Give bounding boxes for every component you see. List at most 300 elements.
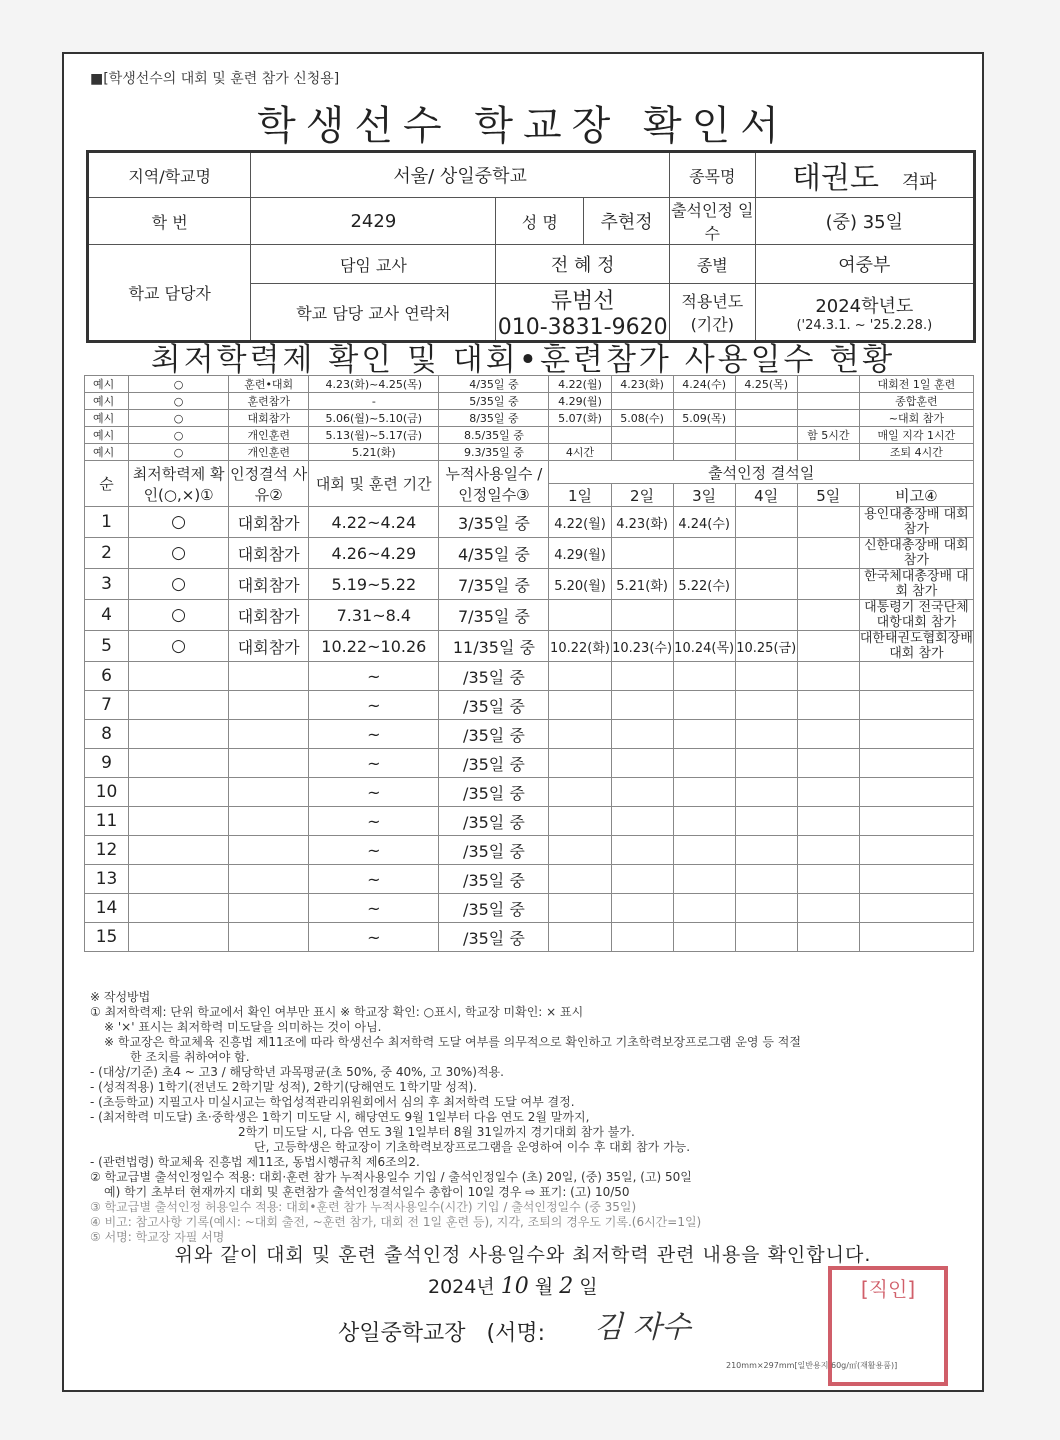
row-d3 [673, 749, 735, 778]
row-period: ~ [309, 720, 439, 749]
row-d4 [735, 894, 797, 923]
header-no: 순 [85, 461, 129, 507]
row-check: ○ [129, 507, 229, 538]
row-note [859, 923, 973, 952]
row-d2: 10.23(수) [611, 631, 673, 662]
page-title: 학생선수 학교장 확인서 [257, 103, 789, 149]
row-reason [229, 807, 309, 836]
row-d3 [673, 894, 735, 923]
instruction-line: - (성적적용) 1학기(전년도 2학기말 성적), 2학기(당해연도 1학기말 성적). [90, 1080, 478, 1094]
row-d2 [611, 720, 673, 749]
instruction-line: - (관련법령) 학교체육 진흥법 제11조, 동법시행규칙 제6조의2. [90, 1155, 420, 1169]
instruction-line: ③ 학교급별 출석인정 허용일수 적용: 대회•훈련 참가 누적사용일수(시간) 기입 / 출석인정일수 (중 35일) [90, 1200, 637, 1214]
paper-info: 210mm×297mm[일반용지 60g/㎡(재활용품)] [726, 1361, 898, 1370]
table-row [85, 538, 974, 569]
row-period: 5.19~5.22 [309, 569, 439, 600]
row-d1 [549, 807, 611, 836]
row-check [129, 923, 229, 952]
row-d2 [611, 807, 673, 836]
row-d4 [735, 507, 797, 538]
row-period: ~ [309, 836, 439, 865]
row-reason [229, 691, 309, 720]
example-period: 5.06(월)~5.10(금) [309, 410, 439, 427]
instruction-line: ※ 작성방법 [90, 990, 151, 1004]
example-d4: 4.25(목) [735, 376, 797, 393]
row-d2 [611, 691, 673, 720]
row-d2 [611, 778, 673, 807]
header-d2: 2일 [611, 484, 673, 507]
attendance-table [84, 375, 974, 952]
example-label: 예시 [85, 444, 129, 461]
row-d4 [735, 923, 797, 952]
row-period: 4.22~4.24 [309, 507, 439, 538]
header-days: 출석인정 결석일 [549, 461, 974, 484]
official-seal-stamp [828, 1266, 948, 1386]
row-note [859, 865, 973, 894]
example-note: ~대회 참가 [859, 410, 973, 427]
instruction-line: ⑤ 서명: 학교장 자필 서명 [90, 1230, 225, 1244]
example-label: 예시 [85, 410, 129, 427]
row-d3 [673, 720, 735, 749]
row-d2 [611, 894, 673, 923]
row-no: 6 [85, 662, 129, 691]
example-note: 대회전 1일 훈련 [859, 376, 973, 393]
example-d5 [797, 410, 859, 427]
student-no-label: 학 번 [88, 198, 251, 245]
row-d5 [797, 631, 859, 662]
row-d3 [673, 662, 735, 691]
instruction-line: ② 학교급별 출석인정일수 적용: 대회·훈련 참가 누적사용일수 기입 / 출석인정일수 (초) 20일, (중) 35일, (고) 50일 [90, 1170, 692, 1184]
row-d1: 5.20(월) [549, 569, 611, 600]
example-check: ○ [129, 427, 229, 444]
example-cum: 9.3/35일 중 [439, 444, 549, 461]
row-d1 [549, 894, 611, 923]
row-d4 [735, 538, 797, 569]
name-label: 성 명 [496, 198, 584, 245]
year-value: 2024학년도 [815, 295, 914, 317]
row-reason: 대회참가 [229, 569, 309, 600]
date-line [428, 1272, 598, 1299]
row-d5 [797, 662, 859, 691]
year-cell [755, 284, 974, 342]
row-note [859, 778, 973, 807]
row-d1 [549, 836, 611, 865]
table-row [85, 507, 974, 538]
example-d1: 4시간 [549, 444, 611, 461]
row-d1 [549, 662, 611, 691]
row-reason [229, 749, 309, 778]
row-d1: 4.22(월) [549, 507, 611, 538]
header-period: 대회 및 훈련 기간 [309, 461, 439, 507]
row-note: 대통령기 전국단체 대항대회 참가 [859, 600, 973, 631]
header-d5: 5일 [797, 484, 859, 507]
instruction-line: 한 조치를 취하여야 함. [130, 1050, 250, 1064]
row-cum: /35일 중 [439, 923, 549, 952]
row-note [859, 836, 973, 865]
row-d4 [735, 662, 797, 691]
example-row [85, 393, 974, 410]
table-row [85, 778, 974, 807]
row-note [859, 807, 973, 836]
row-check [129, 836, 229, 865]
row-no: 15 [85, 923, 129, 952]
example-d3 [673, 427, 735, 444]
row-cum: 4/35일 중 [439, 538, 549, 569]
row-cum: /35일 중 [439, 836, 549, 865]
row-d1 [549, 749, 611, 778]
header-d4: 4일 [735, 484, 797, 507]
table-header-row [85, 461, 974, 484]
homeroom-label: 담임 교사 [251, 245, 496, 284]
row-d5 [797, 538, 859, 569]
student-info-table [86, 150, 976, 343]
row-d2 [611, 662, 673, 691]
confirm-statement: 위와 같이 대회 및 훈련 출석인정 사용일수와 최저학력 관련 내용을 확인합니다. [174, 1244, 872, 1266]
example-period: 4.23(화)~4.25(목) [309, 376, 439, 393]
top-note: ■[학생선수의 대회 및 훈련 참가 신청용] [90, 71, 340, 87]
example-d4 [735, 444, 797, 461]
school-teacher-phone: 010-3831-9620 [497, 315, 668, 340]
row-no: 12 [85, 836, 129, 865]
row-check [129, 662, 229, 691]
example-label: 예시 [85, 393, 129, 410]
example-d1: 4.29(월) [549, 393, 611, 410]
row-d3: 4.24(수) [673, 507, 735, 538]
row-d3 [673, 865, 735, 894]
row-d3 [673, 836, 735, 865]
row-d4 [735, 865, 797, 894]
example-check: ○ [129, 376, 229, 393]
row-no: 13 [85, 865, 129, 894]
row-d4 [735, 720, 797, 749]
table-row [85, 631, 974, 662]
row-no: 7 [85, 691, 129, 720]
row-check [129, 691, 229, 720]
example-period: 5.21(화) [309, 444, 439, 461]
example-note: 조퇴 4시간 [859, 444, 973, 461]
row-d4 [735, 836, 797, 865]
category-value: 여중부 [755, 245, 974, 284]
example-cum: 8.5/35일 중 [439, 427, 549, 444]
row-check [129, 894, 229, 923]
row-reason [229, 865, 309, 894]
row-note [859, 662, 973, 691]
row-cum: 7/35일 중 [439, 569, 549, 600]
header-note: 비고④ [859, 484, 973, 507]
table-row [85, 836, 974, 865]
example-check: ○ [129, 410, 229, 427]
row-d3 [673, 538, 735, 569]
row-cum: /35일 중 [439, 894, 549, 923]
example-d2 [611, 393, 673, 410]
row-reason [229, 778, 309, 807]
example-d5 [797, 393, 859, 410]
row-check [129, 865, 229, 894]
row-reason [229, 662, 309, 691]
row-d5 [797, 894, 859, 923]
row-d3 [673, 807, 735, 836]
row-d2 [611, 836, 673, 865]
row-period: 10.22~10.26 [309, 631, 439, 662]
example-note: 종합훈련 [859, 393, 973, 410]
row-cum: /35일 중 [439, 662, 549, 691]
row-period: ~ [309, 691, 439, 720]
header-d1: 1일 [549, 484, 611, 507]
example-reason: 훈련•대회 [229, 376, 309, 393]
school-teacher-name: 류범선 [550, 289, 615, 314]
row-no: 3 [85, 569, 129, 600]
example-label: 예시 [85, 427, 129, 444]
example-d1: 5.07(화) [549, 410, 611, 427]
row-cum: 3/35일 중 [439, 507, 549, 538]
row-reason: 대회참가 [229, 538, 309, 569]
row-d4 [735, 807, 797, 836]
row-check [129, 778, 229, 807]
row-d2: 5.21(화) [611, 569, 673, 600]
row-d2 [611, 923, 673, 952]
row-d5 [797, 600, 859, 631]
row-d1: 4.29(월) [549, 538, 611, 569]
row-check: ○ [129, 631, 229, 662]
example-reason: 개인훈련 [229, 444, 309, 461]
date-month-label: 월 [534, 1276, 554, 1298]
row-d2 [611, 865, 673, 894]
table-row [85, 691, 974, 720]
sign-label: (서명: [486, 1321, 545, 1346]
example-d2: 5.08(수) [611, 410, 673, 427]
example-d2 [611, 427, 673, 444]
region-value: 서울/ 상일중학교 [251, 152, 670, 198]
row-d5 [797, 865, 859, 894]
example-period: 5.13(월)~5.17(금) [309, 427, 439, 444]
example-d3 [673, 444, 735, 461]
row-cum: /35일 중 [439, 720, 549, 749]
row-d5 [797, 807, 859, 836]
row-d3: 5.22(수) [673, 569, 735, 600]
table-row [85, 923, 974, 952]
row-d1 [549, 720, 611, 749]
row-d5 [797, 923, 859, 952]
table-row [85, 865, 974, 894]
row-d1 [549, 865, 611, 894]
example-d4 [735, 427, 797, 444]
row-period: ~ [309, 749, 439, 778]
row-cum: /35일 중 [439, 865, 549, 894]
table-row [85, 894, 974, 923]
example-d4 [735, 393, 797, 410]
row-d4 [735, 691, 797, 720]
example-reason: 개인훈련 [229, 427, 309, 444]
school-teacher-label: 학교 담당 교사 연락처 [251, 284, 496, 342]
table-row [85, 749, 974, 778]
row-d1 [549, 691, 611, 720]
row-reason [229, 720, 309, 749]
row-cum: /35일 중 [439, 807, 549, 836]
row-no: 11 [85, 807, 129, 836]
row-d1 [549, 600, 611, 631]
sport-label: 종목명 [669, 152, 755, 198]
row-cum: /35일 중 [439, 691, 549, 720]
row-d3 [673, 691, 735, 720]
row-d5 [797, 778, 859, 807]
example-cum: 8/35일 중 [439, 410, 549, 427]
instruction-line: ① 최저학력제: 단위 학교에서 확인 여부만 표시 ※ 학교장 확인: ○표시, 학교장 미확인: × 표시 [90, 1005, 584, 1019]
row-d1: 10.22(화) [549, 631, 611, 662]
example-d3: 5.09(목) [673, 410, 735, 427]
row-d4 [735, 778, 797, 807]
row-note [859, 749, 973, 778]
row-period: 7.31~8.4 [309, 600, 439, 631]
example-check: ○ [129, 393, 229, 410]
row-d5 [797, 507, 859, 538]
table-row [85, 600, 974, 631]
year-label: 적용년도 (기간) [669, 284, 755, 342]
row-period: ~ [309, 662, 439, 691]
row-check [129, 720, 229, 749]
row-d4 [735, 569, 797, 600]
row-check: ○ [129, 569, 229, 600]
row-no: 10 [85, 778, 129, 807]
school-teacher-cell [496, 284, 669, 342]
example-d2 [611, 444, 673, 461]
row-check [129, 807, 229, 836]
row-no: 9 [85, 749, 129, 778]
seal-label: [직인] [860, 1277, 916, 1301]
row-note: 용인대총장배 대회 참가 [859, 507, 973, 538]
row-check [129, 749, 229, 778]
row-cum: /35일 중 [439, 749, 549, 778]
year-range: ('24.3.1. ~ '25.2.28.) [796, 317, 933, 333]
example-note: 매일 지각 1시간 [859, 427, 973, 444]
sport-cell [755, 152, 974, 198]
row-note [859, 691, 973, 720]
instructions [90, 990, 970, 1245]
row-reason [229, 894, 309, 923]
row-d3: 10.24(목) [673, 631, 735, 662]
row-d2 [611, 749, 673, 778]
example-cum: 4/35일 중 [439, 376, 549, 393]
row-d2: 4.23(화) [611, 507, 673, 538]
row-d5 [797, 836, 859, 865]
row-cum: 7/35일 중 [439, 600, 549, 631]
principal-title: 상일중학교장 [338, 1321, 466, 1346]
table-row [85, 662, 974, 691]
instruction-line: ④ 비고: 참고사항 기록(예시: ~대회 출전, ~훈련 참가, 대회 전 1일 훈련 등), 지각, 조퇴의 경우도 기록.(6시간=1일) [90, 1215, 702, 1229]
example-reason: 대회참가 [229, 410, 309, 427]
student-no-value: 2429 [251, 198, 496, 245]
example-check: ○ [129, 444, 229, 461]
example-d5 [797, 376, 859, 393]
school-contact-label: 학교 담당자 [88, 245, 251, 342]
instruction-line: - (대상/기준) 초4 ~ 고3 / 해당학년 과목평균(초 50%, 중 40%, 고 30%)적용. [90, 1065, 504, 1079]
example-d4 [735, 410, 797, 427]
instruction-line: ※ 학교장은 학교체육 진흥법 제11조에 따라 학생선수 최저학력 도달 여부를 의무적으로 확인하고 기초학력보장프로그램 운영 등 적절 [104, 1035, 801, 1049]
row-no: 4 [85, 600, 129, 631]
attend-label: 출석인정 일수 [669, 198, 755, 245]
date-day-label: 일 [579, 1276, 598, 1298]
header-d3: 3일 [673, 484, 735, 507]
header-check: 최저학력제 확인(○,×)① [129, 461, 229, 507]
date-month: 10 [500, 1274, 529, 1299]
example-cum: 5/35일 중 [439, 393, 549, 410]
row-d4: 10.25(금) [735, 631, 797, 662]
row-reason: 대회참가 [229, 507, 309, 538]
example-row [85, 376, 974, 393]
row-d5 [797, 749, 859, 778]
row-d3 [673, 778, 735, 807]
row-note [859, 720, 973, 749]
date-day: 2 [559, 1274, 574, 1299]
date-year: 2024년 [428, 1276, 495, 1298]
example-period: - [309, 393, 439, 410]
row-no: 8 [85, 720, 129, 749]
row-no: 5 [85, 631, 129, 662]
example-d5: 함 5시간 [797, 427, 859, 444]
homeroom-value: 전 혜 정 [496, 245, 669, 284]
header-cum: 누적사용일수 /인정일수③ [439, 461, 549, 507]
example-row [85, 444, 974, 461]
example-d3 [673, 393, 735, 410]
row-reason [229, 836, 309, 865]
example-d3: 4.24(수) [673, 376, 735, 393]
row-d3 [673, 600, 735, 631]
row-period: ~ [309, 894, 439, 923]
row-d4 [735, 749, 797, 778]
row-note: 신한대총장배 대회 참가 [859, 538, 973, 569]
row-note: 한국체대총장배 대회 참가 [859, 569, 973, 600]
region-label: 지역/학교명 [88, 152, 251, 198]
handwritten-signature: 김 자수 [594, 1310, 691, 1345]
row-reason: 대회참가 [229, 631, 309, 662]
instruction-line: - (초등학교) 지필고사 미실시교는 학업성적관리위원회에서 심의 후 최저학력 도달 여부 결정. [90, 1095, 575, 1109]
example-label: 예시 [85, 376, 129, 393]
table-row [85, 720, 974, 749]
row-d2 [611, 538, 673, 569]
instruction-line: 2학기 미도달 시, 다음 연도 3월 1일부터 8월 31일까지 경기대회 참가 불가. [238, 1125, 635, 1139]
category-label: 종별 [669, 245, 755, 284]
header-reason: 인정결석 사유② [229, 461, 309, 507]
example-reason: 훈련참가 [229, 393, 309, 410]
row-reason: 대회참가 [229, 600, 309, 631]
row-d2 [611, 600, 673, 631]
row-cum: /35일 중 [439, 778, 549, 807]
example-d5 [797, 444, 859, 461]
example-row [85, 410, 974, 427]
row-d4 [735, 600, 797, 631]
example-d1 [549, 427, 611, 444]
row-d3 [673, 923, 735, 952]
example-d2: 4.23(화) [611, 376, 673, 393]
instruction-line: 예) 학기 초부터 현재까지 대회 및 훈련참가 출석인정결석일수 총합이 10일 경우 ⇨ 표기: (고) 10/50 [104, 1185, 630, 1199]
row-period: ~ [309, 923, 439, 952]
row-d1 [549, 778, 611, 807]
section-title: 최저학력제 확인 및 대회•훈련참가 사용일수 현황 [150, 342, 896, 378]
row-no: 2 [85, 538, 129, 569]
instruction-line: ※ '×' 표시는 최저학력 미도달을 의미하는 것이 아님. [104, 1020, 382, 1034]
row-d1 [549, 923, 611, 952]
row-period: 4.26~4.29 [309, 538, 439, 569]
table-row [85, 569, 974, 600]
attend-value: (중) 35일 [755, 198, 974, 245]
instruction-line: 단, 고등학생은 학교장이 기초학력보장프로그램을 운영하여 이수 후 대회 참가 가능. [254, 1140, 691, 1154]
row-d5 [797, 691, 859, 720]
row-cum: 11/35일 중 [439, 631, 549, 662]
sport-sub: 격파 [901, 172, 937, 193]
row-check: ○ [129, 600, 229, 631]
row-note [859, 894, 973, 923]
row-no: 1 [85, 507, 129, 538]
row-period: ~ [309, 865, 439, 894]
